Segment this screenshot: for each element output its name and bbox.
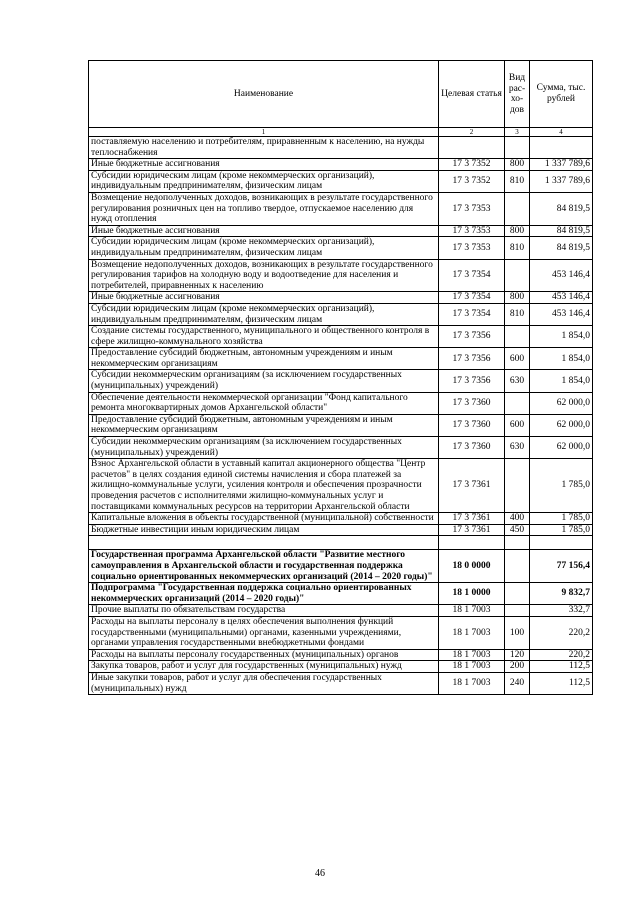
- cell-code: [439, 137, 505, 159]
- table-row: [89, 513, 593, 525]
- cell-sum: 1 854,0: [530, 348, 593, 370]
- table-row: [89, 192, 593, 225]
- empty-cell: [505, 536, 530, 550]
- table-row: [89, 414, 593, 436]
- cell-name: Иные бюджетные ассигнования: [89, 159, 439, 171]
- table-row: [89, 605, 593, 617]
- cell-name: Иные бюджетные ассигнования: [89, 225, 439, 237]
- cell-vid: 400: [505, 513, 530, 525]
- table-row: [89, 459, 593, 513]
- cell-name: поставляемую населению и потребителям, приравненным к населению, на нужды теплоснабжения: [89, 137, 439, 159]
- cell-name: Обеспечение деятельности некоммерческой организации "Фонд капитального ремонта многоквартирных домов Архангельской области": [89, 392, 439, 414]
- cell-code: 17 3 7356: [439, 326, 505, 348]
- table-row: [89, 348, 593, 370]
- cell-vid: 450: [505, 524, 530, 536]
- header-vid-line: дов: [509, 104, 525, 115]
- cell-name: Субсидии некоммерческим организациям (за исключением государственных (муниципальных) учреждений): [89, 437, 439, 459]
- cell-code: 17 3 7360: [439, 392, 505, 414]
- column-number: 2: [439, 128, 505, 137]
- cell-code: 17 3 7361: [439, 513, 505, 525]
- table-row: [89, 672, 593, 694]
- cell-code: 17 3 7360: [439, 437, 505, 459]
- table-row: [89, 661, 593, 673]
- cell-vid: 810: [505, 303, 530, 325]
- cell-vid: 600: [505, 414, 530, 436]
- cell-vid: [505, 583, 530, 605]
- cell-code: 17 3 7356: [439, 348, 505, 370]
- column-number-row: [89, 128, 593, 137]
- cell-sum: 84 819,5: [530, 225, 593, 237]
- cell-code: 17 3 7353: [439, 192, 505, 225]
- header-vid: [505, 61, 530, 128]
- cell-name: Субсидии юридическим лицам (кроме некоммерческих организаций), индивидуальным предпринимателям, физическим лицам: [89, 170, 439, 192]
- cell-sum: 112,5: [530, 661, 593, 673]
- cell-code: 18 1 7003: [439, 605, 505, 617]
- table-row: [89, 303, 593, 325]
- cell-vid: 120: [505, 649, 530, 661]
- cell-code: 17 3 7354: [439, 292, 505, 304]
- table-row: [89, 550, 593, 583]
- cell-sum: 1 854,0: [530, 326, 593, 348]
- cell-code: 17 3 7354: [439, 303, 505, 325]
- cell-name: Расходы на выплаты персоналу государственных (муниципальных) органов: [89, 649, 439, 661]
- table-row: [89, 524, 593, 536]
- cell-name: Субсидии юридическим лицам (кроме некоммерческих организаций), индивидуальным предпринимателям, физическим лицам: [89, 303, 439, 325]
- cell-vid: 800: [505, 225, 530, 237]
- cell-vid: [505, 459, 530, 513]
- table-row: [89, 616, 593, 649]
- table-row: [89, 237, 593, 259]
- cell-sum: 77 156,4: [530, 550, 593, 583]
- cell-sum: 1 337 789,6: [530, 159, 593, 171]
- cell-code: 18 0 0000: [439, 550, 505, 583]
- header-vid-line: Вид: [508, 73, 526, 83]
- cell-name: Субсидии юридическим лицам (кроме некоммерческих организаций), индивидуальным предпринимателям, физическим лицам: [89, 237, 439, 259]
- cell-vid: 630: [505, 437, 530, 459]
- table-row: [89, 649, 593, 661]
- cell-code: 17 3 7361: [439, 524, 505, 536]
- cell-sum: 1 785,0: [530, 513, 593, 525]
- page-number: 46: [315, 868, 325, 879]
- table-row: [89, 259, 593, 292]
- empty-cell: [89, 536, 439, 550]
- header-target: Целевая статья: [439, 61, 505, 128]
- empty-cell: [530, 536, 593, 550]
- column-number: 1: [89, 128, 439, 137]
- cell-code: 18 1 7003: [439, 616, 505, 649]
- cell-vid: 800: [505, 292, 530, 304]
- table-row: [89, 326, 593, 348]
- cell-vid: 240: [505, 672, 530, 694]
- cell-code: 17 3 7360: [439, 414, 505, 436]
- cell-vid: [505, 392, 530, 414]
- cell-name: Возмещение недополученных доходов, возникающих в результате государственного регулирования тарифов на холодную воду и водоотведение для населения и потребителей, приравненных к населению: [89, 259, 439, 292]
- cell-name: Государственная программа Архангельской области "Развитие местного самоуправления в Архангельской области и государственная поддержка социально ориентированных некоммерческих организаций (2014 – 2020 годы)": [89, 550, 439, 583]
- cell-code: 17 3 7353: [439, 225, 505, 237]
- column-number: 4: [530, 128, 593, 137]
- cell-sum: 1 785,0: [530, 524, 593, 536]
- cell-code: 17 3 7352: [439, 159, 505, 171]
- cell-sum: 1 337 789,6: [530, 170, 593, 192]
- cell-vid: 810: [505, 170, 530, 192]
- cell-vid: 810: [505, 237, 530, 259]
- cell-vid: 100: [505, 616, 530, 649]
- table-body: [89, 137, 593, 695]
- table-row: [89, 392, 593, 414]
- cell-name: Иные бюджетные ассигнования: [89, 292, 439, 304]
- cell-vid: 630: [505, 370, 530, 392]
- cell-code: 17 3 7354: [439, 259, 505, 292]
- table-row: [89, 292, 593, 304]
- cell-code: 17 3 7356: [439, 370, 505, 392]
- cell-vid: [505, 326, 530, 348]
- cell-name: Взнос Архангельской области в уставный капитал акционерного общества "Центр расчетов" в целях создания единой системы начисления и сбора платежей за жилищно-коммунальные услуги, усиления контроля и обеспечения прозрачности проведения расчетов с исполнителями жилищно-коммунальных услуг и поставщиками коммунальных ресурсов на территории Архангельской области: [89, 459, 439, 513]
- table-row: [89, 137, 593, 159]
- table-row: [89, 583, 593, 605]
- header-vid-line: хо-: [510, 94, 524, 104]
- cell-sum: 62 000,0: [530, 392, 593, 414]
- cell-vid: 800: [505, 159, 530, 171]
- cell-code: 17 3 7353: [439, 237, 505, 259]
- header-vid-line: рас-: [508, 83, 526, 94]
- cell-sum: 62 000,0: [530, 414, 593, 436]
- cell-name: Прочие выплаты по обязательствам государства: [89, 605, 439, 617]
- budget-table: [88, 60, 593, 695]
- table-row: [89, 225, 593, 237]
- column-number: 3: [505, 128, 530, 137]
- cell-sum: [530, 137, 593, 159]
- cell-sum: 1 785,0: [530, 459, 593, 513]
- cell-vid: [505, 259, 530, 292]
- header-sum: Сумма, тыс. рублей: [530, 61, 593, 128]
- cell-code: 18 1 7003: [439, 661, 505, 673]
- cell-name: Субсидии некоммерческим организациям (за исключением государственных (муниципальных) учреждений): [89, 370, 439, 392]
- cell-vid: [505, 192, 530, 225]
- cell-code: 17 3 7361: [439, 459, 505, 513]
- cell-sum: 453 146,4: [530, 303, 593, 325]
- cell-vid: 200: [505, 661, 530, 673]
- cell-name: Бюджетные инвестиции иным юридическим лицам: [89, 524, 439, 536]
- table-row: [89, 536, 593, 550]
- cell-sum: 84 819,5: [530, 192, 593, 225]
- cell-vid: [505, 137, 530, 159]
- cell-vid: [505, 605, 530, 617]
- cell-name: Подпрограмма "Государственная поддержка социально ориентированных некоммерческих организаций (2014 – 2020 годы)": [89, 583, 439, 605]
- cell-sum: 220,2: [530, 649, 593, 661]
- cell-sum: 453 146,4: [530, 292, 593, 304]
- cell-code: 17 3 7352: [439, 170, 505, 192]
- cell-sum: 9 832,7: [530, 583, 593, 605]
- table-row: [89, 159, 593, 171]
- cell-sum: 332,7: [530, 605, 593, 617]
- cell-code: 18 1 7003: [439, 672, 505, 694]
- cell-vid: [505, 550, 530, 583]
- table-row: [89, 370, 593, 392]
- cell-sum: 220,2: [530, 616, 593, 649]
- cell-name: Предоставление субсидий бюджетным, автономным учреждениям и иным некоммерческим организациям: [89, 348, 439, 370]
- cell-vid: 600: [505, 348, 530, 370]
- cell-name: Иные закупки товаров, работ и услуг для обеспечения государственных (муниципальных) нужд: [89, 672, 439, 694]
- cell-sum: 453 146,4: [530, 259, 593, 292]
- cell-name: Предоставление субсидий бюджетным, автономным учреждениям и иным некоммерческим организациям: [89, 414, 439, 436]
- cell-name: Возмещение недополученных доходов, возникающих в результате государственного регулирования розничных цен на топливо твердое, отпускаемое населению для нужд отопления: [89, 192, 439, 225]
- cell-name: Расходы на выплаты персоналу в целях обеспечения выполнения функций государственными (муниципальными) органами, казенными учреждениями, органами управления государственными внебюджетными фондами: [89, 616, 439, 649]
- empty-cell: [439, 536, 505, 550]
- table-row: [89, 170, 593, 192]
- cell-sum: 62 000,0: [530, 437, 593, 459]
- cell-sum: 1 854,0: [530, 370, 593, 392]
- cell-code: 18 1 0000: [439, 583, 505, 605]
- header-name: Наименование: [89, 61, 439, 128]
- cell-name: Закупка товаров, работ и услуг для государственных (муниципальных) нужд: [89, 661, 439, 673]
- cell-name: Создание системы государственного, муниципального и общественного контроля в сфере жилищно-коммунального хозяйства: [89, 326, 439, 348]
- header-row: [89, 61, 593, 128]
- cell-sum: 112,5: [530, 672, 593, 694]
- cell-name: Капитальные вложения в объекты государственной (муниципальной) собственности: [89, 513, 439, 525]
- table-row: [89, 437, 593, 459]
- cell-code: 18 1 7003: [439, 649, 505, 661]
- cell-sum: 84 819,5: [530, 237, 593, 259]
